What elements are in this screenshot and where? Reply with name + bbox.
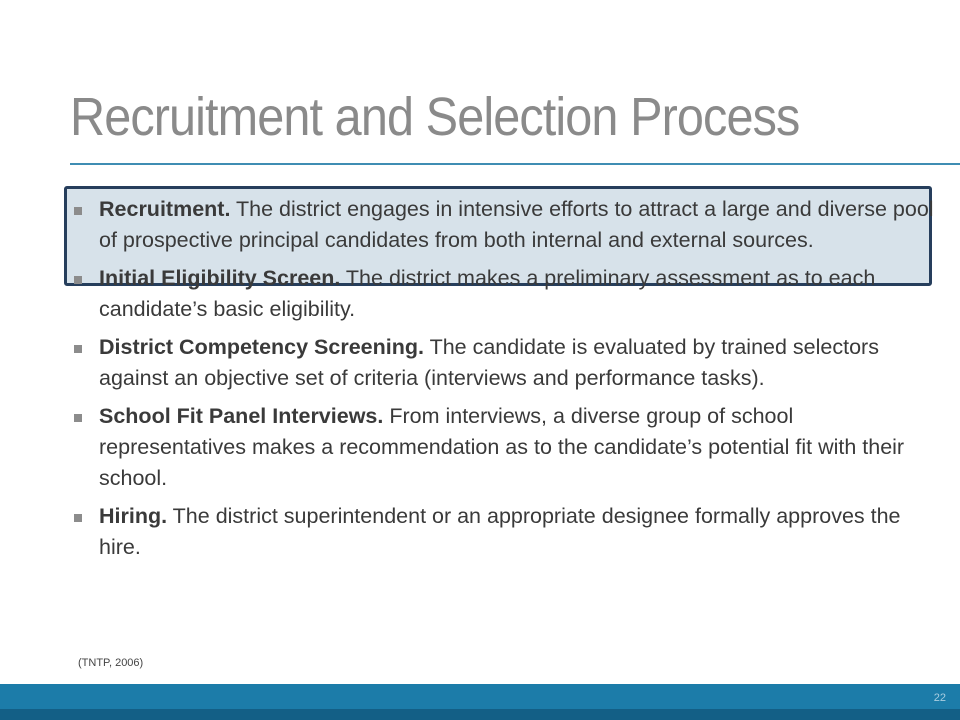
- square-bullet-icon: [74, 276, 82, 284]
- slide-title: Recruitment and Selection Process: [70, 87, 800, 147]
- page-number: 22: [933, 692, 946, 704]
- bullet-text: The district superintendent or an appropriate designee formally approves the hire.: [99, 504, 901, 559]
- citation: (TNTP, 2006): [78, 657, 144, 669]
- bullet-lead: School Fit Panel Interviews.: [99, 404, 384, 428]
- bullet-lead: Initial Eligibility Screen.: [99, 266, 341, 290]
- bullet-text: From interviews, a diverse group of school representatives makes a recommendation as to the candidate’s potential fit with their school.: [99, 404, 905, 490]
- bullet-lead: District Competency Screening.: [99, 335, 424, 359]
- bullet-text: The district engages in intensive efforts to attract a large and diverse pool of prospective principal candidates from both internal and external sources.: [99, 197, 934, 252]
- bullet-lead: Recruitment.: [99, 197, 231, 221]
- bullet-recruitment: [72, 194, 940, 256]
- bullet-hiring: [72, 501, 940, 563]
- bullet-district-competency: [72, 332, 940, 394]
- bullet-list: [72, 194, 940, 563]
- square-bullet-icon: [74, 345, 82, 353]
- bullet-initial-eligibility: [72, 263, 940, 325]
- bullet-text: The candidate is evaluated by trained selectors against an objective set of criteria (interviews and performance tasks).: [99, 335, 879, 390]
- bullet-school-fit: [72, 401, 940, 494]
- bullet-lead: Hiring.: [99, 504, 168, 528]
- footer-band: [0, 709, 960, 720]
- bullet-text: The district makes a preliminary assessment as to each candidate’s basic eligibility.: [99, 266, 876, 321]
- square-bullet-icon: [74, 207, 82, 215]
- square-bullet-icon: [74, 514, 82, 522]
- square-bullet-icon: [74, 414, 82, 422]
- title-divider: [70, 163, 960, 165]
